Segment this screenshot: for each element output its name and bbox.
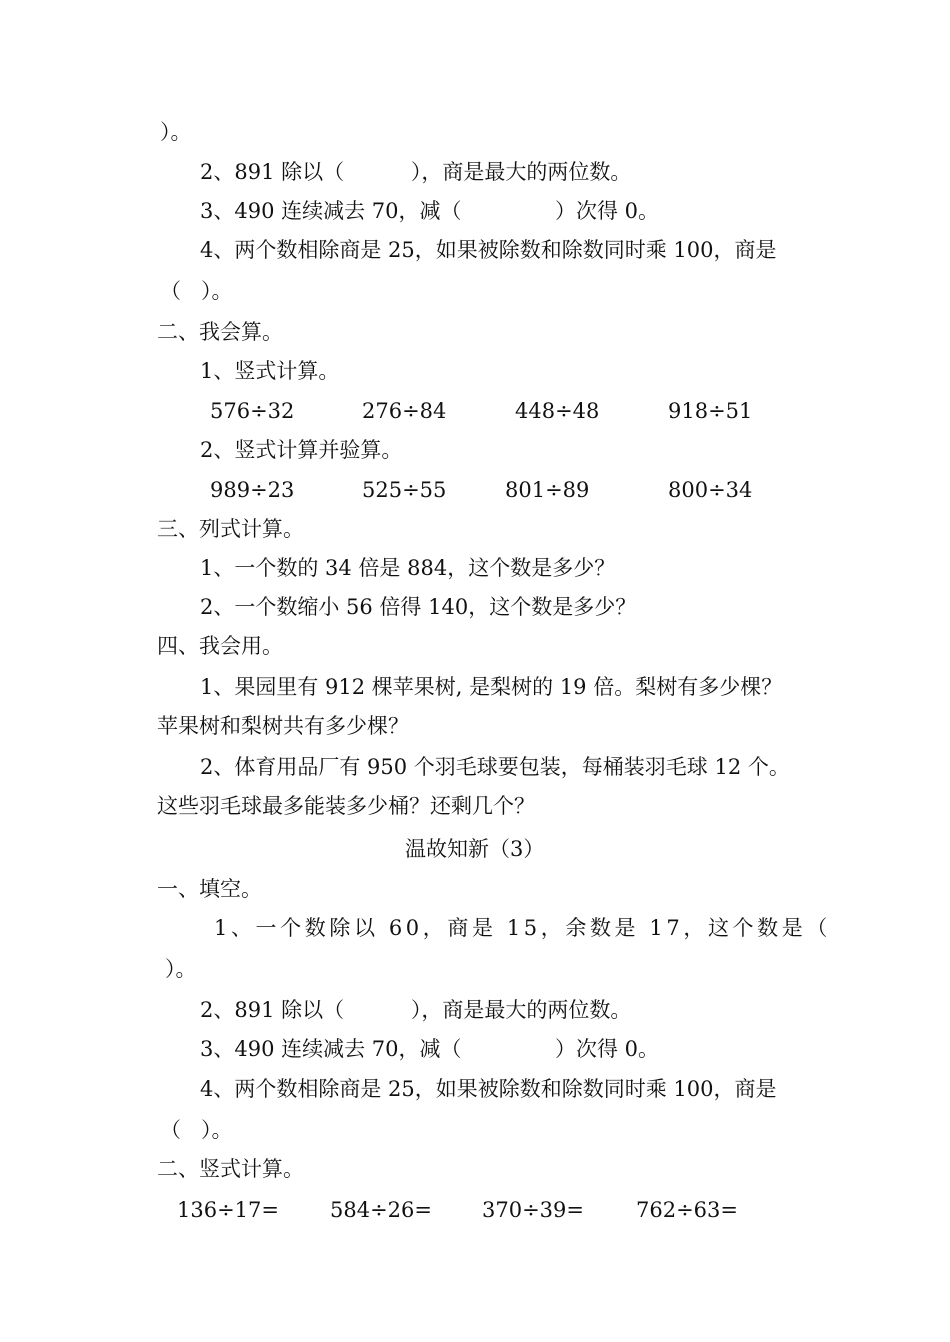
- fill-blank-question-2: 2、891 除以（ ），商是最大的两位数。: [200, 998, 632, 1022]
- section-title: 温故知新（3）: [405, 837, 545, 861]
- text-line: （ ）。: [160, 279, 233, 303]
- calc-item: 276÷84: [362, 399, 447, 423]
- calc-item: 584÷26=: [330, 1198, 432, 1222]
- fill-blank-question-2: 2、891 除以（ ），商是最大的两位数。: [200, 160, 632, 184]
- calc-item: 448÷48: [515, 399, 600, 423]
- calc-item: 918÷51: [668, 399, 753, 423]
- fill-blank-question-4: 4、两个数相除商是 25，如果被除数和除数同时乘 100，商是: [200, 238, 777, 262]
- text-line: ）。: [165, 957, 197, 981]
- fill-blank-question-3: 3、490 连续减去 70，减（ ）次得 0。: [200, 1037, 660, 1061]
- text-line: （ ）。: [160, 1118, 233, 1142]
- text-line: ）。: [160, 120, 192, 144]
- section-heading: 四、我会用。: [157, 634, 283, 658]
- calc-item: 989÷23: [210, 478, 295, 502]
- word-problem-line: 2、体育用品厂有 950 个羽毛球要包装，每桶装羽毛球 12 个。: [200, 755, 790, 779]
- section-heading: 一、填空。: [157, 877, 262, 901]
- question-line: 1、一个数的 34 倍是 884，这个数是多少？: [200, 556, 616, 580]
- calc-item: 525÷55: [362, 478, 447, 502]
- section-heading: 二、竖式计算。: [157, 1157, 304, 1181]
- fill-blank-question-4: 4、两个数相除商是 25，如果被除数和除数同时乘 100，商是: [200, 1077, 777, 1101]
- question-line: 2、一个数缩小 56 倍得 140，这个数是多少？: [200, 595, 637, 619]
- calc-item: 576÷32: [210, 399, 295, 423]
- word-problem-line: 苹果树和梨树共有多少棵？: [157, 714, 409, 738]
- fill-blank-question-3: 3、490 连续减去 70，减（ ）次得 0。: [200, 199, 660, 223]
- fill-blank-question-1: 1、一个数除以 60，商是 15，余数是 17，这个数是（: [214, 916, 831, 940]
- calc-item: 762÷63=: [636, 1198, 738, 1222]
- calc-item: 370÷39=: [482, 1198, 584, 1222]
- calc-item: 136÷17=: [177, 1198, 279, 1222]
- subsection-heading: 2、竖式计算并验算。: [200, 438, 403, 462]
- calc-item: 801÷89: [505, 478, 590, 502]
- section-heading: 二、我会算。: [157, 320, 283, 344]
- word-problem-line: 1、果园里有 912 棵苹果树, 是梨树的 19 倍。梨树有多少棵？: [200, 675, 783, 699]
- subsection-heading: 1、竖式计算。: [200, 359, 340, 383]
- calc-item: 800÷34: [668, 478, 753, 502]
- section-heading: 三、列式计算。: [157, 517, 304, 541]
- word-problem-line: 这些羽毛球最多能装多少桶？还剩几个？: [157, 794, 535, 818]
